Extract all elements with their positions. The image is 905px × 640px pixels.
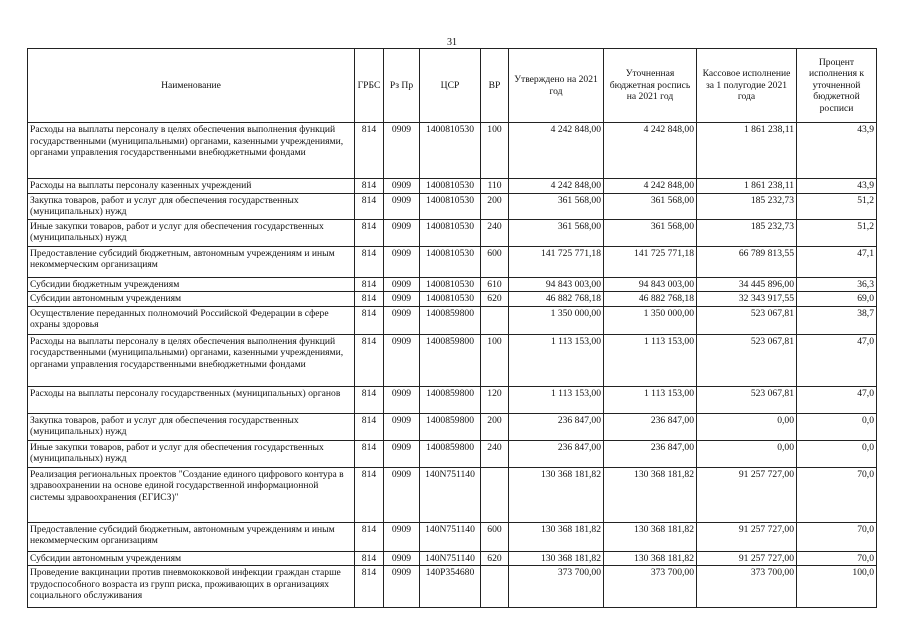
cell-approved: 4 242 848,00 bbox=[509, 179, 604, 194]
cell-percent: 43,9 bbox=[797, 179, 877, 194]
cell-name: Закупка товаров, работ и услуг для обеспечения государственных (муниципальных) нужд bbox=[28, 413, 355, 440]
cell-name: Субсидии автономным учреждениям bbox=[28, 292, 355, 307]
cell-grbs: 814 bbox=[355, 386, 384, 413]
cell-refined: 94 843 003,00 bbox=[604, 277, 697, 292]
cell-approved: 1 113 153,00 bbox=[509, 334, 604, 386]
cell-percent: 0,0 bbox=[797, 440, 877, 467]
cell-percent: 51,2 bbox=[797, 219, 877, 246]
cell-approved: 236 847,00 bbox=[509, 440, 604, 467]
cell-vr: 620 bbox=[481, 551, 509, 566]
table-row bbox=[28, 551, 877, 566]
cell-name: Расходы на выплаты персоналу государственных (муниципальных) органов bbox=[28, 386, 355, 413]
cell-rzpr: 0909 bbox=[384, 277, 420, 292]
cell-approved: 361 568,00 bbox=[509, 193, 604, 219]
cell-csr: 140N751140 bbox=[420, 522, 481, 551]
table-row bbox=[28, 440, 877, 467]
cell-refined: 4 242 848,00 bbox=[604, 179, 697, 194]
cell-csr: 1400859800 bbox=[420, 334, 481, 386]
cell-csr: 1400810530 bbox=[420, 292, 481, 307]
cell-rzpr: 0909 bbox=[384, 522, 420, 551]
cell-rzpr: 0909 bbox=[384, 467, 420, 522]
cell-grbs: 814 bbox=[355, 440, 384, 467]
table-row bbox=[28, 193, 877, 219]
cell-name: Закупка товаров, работ и услуг для обеспечения государственных (муниципальных) нужд bbox=[28, 193, 355, 219]
cell-cash: 0,00 bbox=[697, 440, 797, 467]
cell-cash: 185 232,73 bbox=[697, 219, 797, 246]
cell-vr: 200 bbox=[481, 413, 509, 440]
cell-csr: 1400859800 bbox=[420, 440, 481, 467]
table-row bbox=[28, 277, 877, 292]
table-row bbox=[28, 522, 877, 551]
cell-cash: 1 861 238,11 bbox=[697, 179, 797, 194]
cell-grbs: 814 bbox=[355, 551, 384, 566]
cell-approved: 130 368 181,82 bbox=[509, 522, 604, 551]
col-header-grbs: ГРБС bbox=[355, 49, 384, 123]
cell-vr: 100 bbox=[481, 123, 509, 179]
cell-name: Проведение вакцинации против пневмококковой инфекции граждан старше трудоспособного возраста из групп риска, проживающих в организациях социального обслуживания bbox=[28, 566, 355, 608]
cell-cash: 66 789 813,55 bbox=[697, 246, 797, 277]
cell-refined: 1 113 153,00 bbox=[604, 386, 697, 413]
cell-rzpr: 0909 bbox=[384, 246, 420, 277]
cell-name: Субсидии автономным учреждениям bbox=[28, 551, 355, 566]
cell-vr: 600 bbox=[481, 246, 509, 277]
cell-name: Иные закупки товаров, работ и услуг для обеспечения государственных (муниципальных) нужд bbox=[28, 219, 355, 246]
cell-refined: 361 568,00 bbox=[604, 193, 697, 219]
col-header-approved: Утверждено на 2021 год bbox=[509, 49, 604, 123]
cell-rzpr: 0909 bbox=[384, 123, 420, 179]
cell-percent: 47,0 bbox=[797, 334, 877, 386]
cell-grbs: 814 bbox=[355, 334, 384, 386]
cell-refined: 130 368 181,82 bbox=[604, 467, 697, 522]
cell-csr: 1400859800 bbox=[420, 306, 481, 334]
cell-grbs: 814 bbox=[355, 123, 384, 179]
cell-cash: 523 067,81 bbox=[697, 306, 797, 334]
cell-refined: 1 113 153,00 bbox=[604, 334, 697, 386]
table-row bbox=[28, 566, 877, 608]
cell-vr: 620 bbox=[481, 292, 509, 307]
cell-percent: 69,0 bbox=[797, 292, 877, 307]
cell-grbs: 814 bbox=[355, 467, 384, 522]
cell-csr: 1400810530 bbox=[420, 179, 481, 194]
cell-csr: 1400810530 bbox=[420, 219, 481, 246]
table-row bbox=[28, 246, 877, 277]
cell-vr: 120 bbox=[481, 386, 509, 413]
cell-rzpr: 0909 bbox=[384, 413, 420, 440]
cell-rzpr: 0909 bbox=[384, 334, 420, 386]
cell-grbs: 814 bbox=[355, 306, 384, 334]
cell-approved: 373 700,00 bbox=[509, 566, 604, 608]
cell-csr: 140Р354680 bbox=[420, 566, 481, 608]
cell-approved: 1 113 153,00 bbox=[509, 386, 604, 413]
cell-percent: 47,1 bbox=[797, 246, 877, 277]
cell-vr: 100 bbox=[481, 334, 509, 386]
cell-vr: 600 bbox=[481, 522, 509, 551]
cell-grbs: 814 bbox=[355, 522, 384, 551]
cell-refined: 130 368 181,82 bbox=[604, 522, 697, 551]
cell-name: Расходы на выплаты персоналу казенных учреждений bbox=[28, 179, 355, 194]
cell-rzpr: 0909 bbox=[384, 551, 420, 566]
cell-approved: 4 242 848,00 bbox=[509, 123, 604, 179]
col-header-name: Наименование bbox=[28, 49, 355, 123]
col-header-cash: Кассовое исполнение за 1 полугодие 2021 года bbox=[697, 49, 797, 123]
cell-approved: 361 568,00 bbox=[509, 219, 604, 246]
cell-refined: 361 568,00 bbox=[604, 219, 697, 246]
col-header-rzpr: Рз Пр bbox=[384, 49, 420, 123]
cell-csr: 1400810530 bbox=[420, 277, 481, 292]
cell-vr bbox=[481, 306, 509, 334]
cell-grbs: 814 bbox=[355, 246, 384, 277]
table-row bbox=[28, 292, 877, 307]
cell-name: Иные закупки товаров, работ и услуг для обеспечения государственных (муниципальных) нужд bbox=[28, 440, 355, 467]
cell-cash: 1 861 238,11 bbox=[697, 123, 797, 179]
cell-approved: 130 368 181,82 bbox=[509, 551, 604, 566]
table-row bbox=[28, 386, 877, 413]
cell-grbs: 814 bbox=[355, 219, 384, 246]
cell-csr: 1400810530 bbox=[420, 123, 481, 179]
table-header-row bbox=[28, 49, 877, 123]
cell-percent: 43,9 bbox=[797, 123, 877, 179]
cell-vr: 610 bbox=[481, 277, 509, 292]
cell-refined: 46 882 768,18 bbox=[604, 292, 697, 307]
cell-name: Расходы на выплаты персоналу в целях обеспечения выполнения функций государственными (муниципальными) органами, казенными учреждениями, органами управления государственными внебюджетными фондами bbox=[28, 123, 355, 179]
cell-cash: 0,00 bbox=[697, 413, 797, 440]
cell-percent: 36,3 bbox=[797, 277, 877, 292]
cell-csr: 140N751140 bbox=[420, 551, 481, 566]
cell-refined: 4 242 848,00 bbox=[604, 123, 697, 179]
cell-rzpr: 0909 bbox=[384, 386, 420, 413]
cell-grbs: 814 bbox=[355, 566, 384, 608]
cell-refined: 141 725 771,18 bbox=[604, 246, 697, 277]
col-header-refined: Уточненная бюджетная роспись на 2021 год bbox=[604, 49, 697, 123]
table-row bbox=[28, 467, 877, 522]
cell-name: Расходы на выплаты персоналу в целях обеспечения выполнения функций государственными (муниципальными) органами, казенными учреждениями, органами управления государственными внебюджетными фондами bbox=[28, 334, 355, 386]
table-row bbox=[28, 123, 877, 179]
cell-cash: 185 232,73 bbox=[697, 193, 797, 219]
cell-vr bbox=[481, 467, 509, 522]
cell-rzpr: 0909 bbox=[384, 306, 420, 334]
col-header-csr: ЦСР bbox=[420, 49, 481, 123]
cell-rzpr: 0909 bbox=[384, 219, 420, 246]
cell-name: Предоставление субсидий бюджетным, автономным учреждениям и иным некоммерческим организациям bbox=[28, 246, 355, 277]
cell-csr: 1400810530 bbox=[420, 246, 481, 277]
cell-approved: 141 725 771,18 bbox=[509, 246, 604, 277]
cell-percent: 47,0 bbox=[797, 386, 877, 413]
col-header-vr: ВР bbox=[481, 49, 509, 123]
cell-cash: 523 067,81 bbox=[697, 386, 797, 413]
table-row bbox=[28, 179, 877, 194]
cell-refined: 373 700,00 bbox=[604, 566, 697, 608]
cell-percent: 0,0 bbox=[797, 413, 877, 440]
cell-cash: 34 445 896,00 bbox=[697, 277, 797, 292]
cell-approved: 236 847,00 bbox=[509, 413, 604, 440]
cell-refined: 236 847,00 bbox=[604, 413, 697, 440]
cell-cash: 91 257 727,00 bbox=[697, 522, 797, 551]
cell-name: Реализация региональных проектов "Создание единого цифрового контура в здравоохранении на основе единой государственной информационной системы здравоохранения (ЕГИСЗ)" bbox=[28, 467, 355, 522]
cell-vr bbox=[481, 566, 509, 608]
cell-percent: 70,0 bbox=[797, 522, 877, 551]
cell-grbs: 814 bbox=[355, 179, 384, 194]
cell-vr: 110 bbox=[481, 179, 509, 194]
budget-table bbox=[27, 48, 877, 608]
cell-rzpr: 0909 bbox=[384, 179, 420, 194]
cell-approved: 46 882 768,18 bbox=[509, 292, 604, 307]
page-number: 31 bbox=[447, 37, 457, 48]
cell-percent: 38,7 bbox=[797, 306, 877, 334]
cell-refined: 1 350 000,00 bbox=[604, 306, 697, 334]
cell-csr: 1400859800 bbox=[420, 386, 481, 413]
cell-name: Предоставление субсидий бюджетным, автономным учреждениям и иным некоммерческим организациям bbox=[28, 522, 355, 551]
cell-vr: 240 bbox=[481, 219, 509, 246]
cell-cash: 91 257 727,00 bbox=[697, 467, 797, 522]
table-row bbox=[28, 306, 877, 334]
cell-rzpr: 0909 bbox=[384, 193, 420, 219]
cell-name: Осуществление переданных полномочий Российской Федерации в сфере охраны здоровья bbox=[28, 306, 355, 334]
table-row bbox=[28, 413, 877, 440]
cell-vr: 240 bbox=[481, 440, 509, 467]
col-header-percent: Процент исполнения к уточненной бюджетной росписи bbox=[797, 49, 877, 123]
cell-percent: 70,0 bbox=[797, 551, 877, 566]
cell-cash: 91 257 727,00 bbox=[697, 551, 797, 566]
cell-cash: 32 343 917,55 bbox=[697, 292, 797, 307]
cell-rzpr: 0909 bbox=[384, 566, 420, 608]
cell-rzpr: 0909 bbox=[384, 292, 420, 307]
cell-percent: 100,0 bbox=[797, 566, 877, 608]
cell-percent: 51,2 bbox=[797, 193, 877, 219]
cell-csr: 140N751140 bbox=[420, 467, 481, 522]
cell-name: Субсидии бюджетным учреждениям bbox=[28, 277, 355, 292]
table-row bbox=[28, 219, 877, 246]
cell-csr: 1400859800 bbox=[420, 413, 481, 440]
cell-grbs: 814 bbox=[355, 277, 384, 292]
cell-approved: 130 368 181,82 bbox=[509, 467, 604, 522]
cell-grbs: 814 bbox=[355, 413, 384, 440]
table-row bbox=[28, 334, 877, 386]
cell-rzpr: 0909 bbox=[384, 440, 420, 467]
cell-refined: 236 847,00 bbox=[604, 440, 697, 467]
cell-cash: 373 700,00 bbox=[697, 566, 797, 608]
cell-vr: 200 bbox=[481, 193, 509, 219]
cell-approved: 94 843 003,00 bbox=[509, 277, 604, 292]
cell-cash: 523 067,81 bbox=[697, 334, 797, 386]
cell-approved: 1 350 000,00 bbox=[509, 306, 604, 334]
cell-grbs: 814 bbox=[355, 193, 384, 219]
cell-percent: 70,0 bbox=[797, 467, 877, 522]
cell-refined: 130 368 181,82 bbox=[604, 551, 697, 566]
cell-csr: 1400810530 bbox=[420, 193, 481, 219]
cell-grbs: 814 bbox=[355, 292, 384, 307]
